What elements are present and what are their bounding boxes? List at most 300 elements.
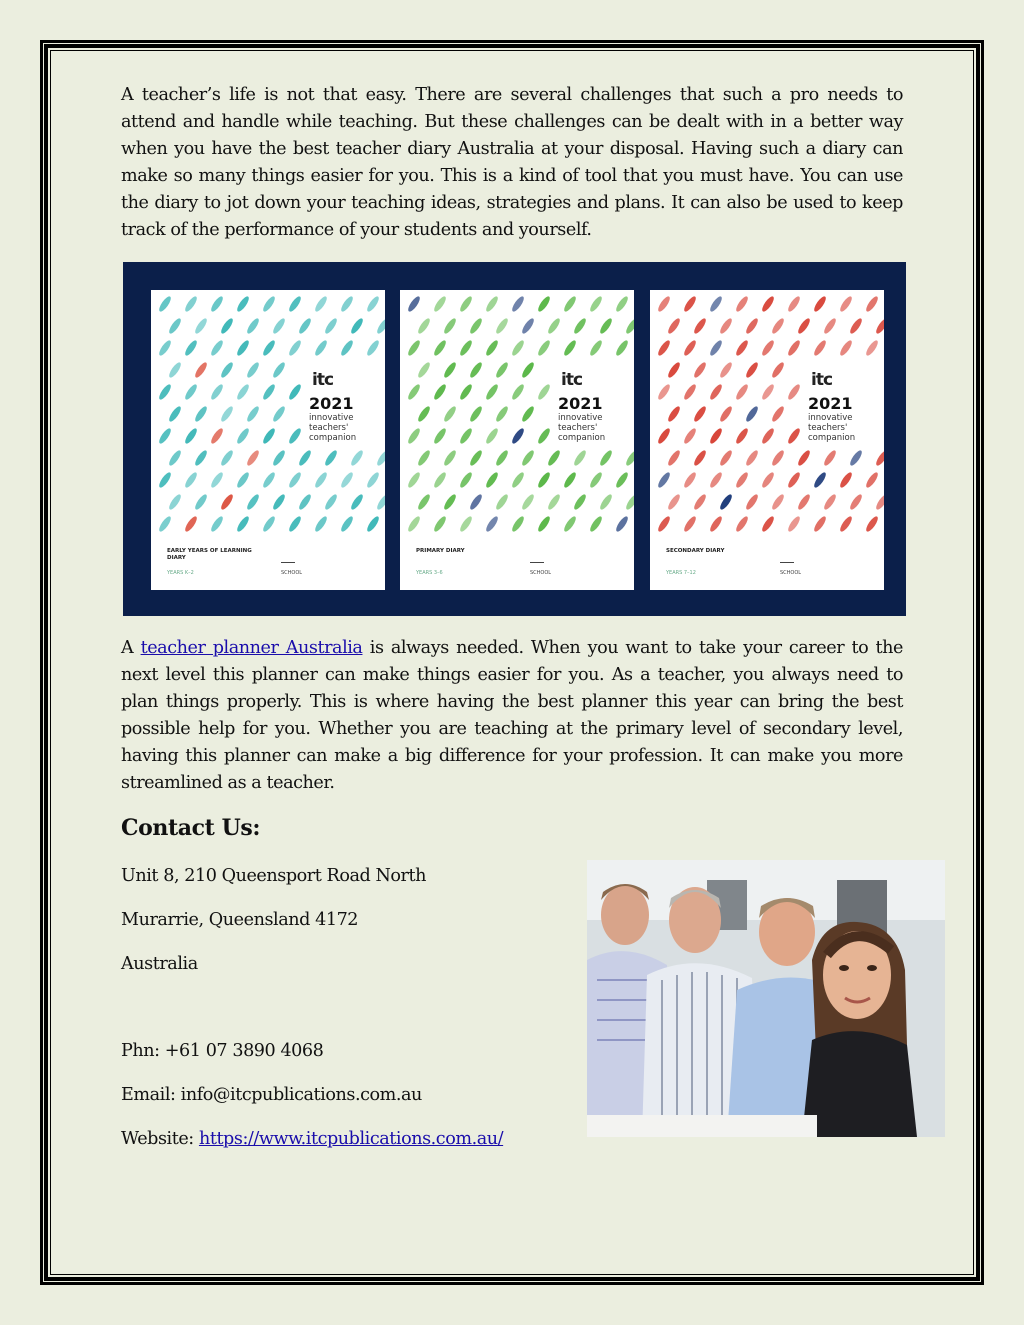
leaf-mark xyxy=(167,317,183,335)
leaf-mark xyxy=(718,405,734,423)
leaf-mark xyxy=(209,339,225,357)
leaf-mark xyxy=(744,449,760,467)
leaf-mark xyxy=(796,449,812,467)
leaf-mark xyxy=(183,339,199,357)
diary-cover-primary xyxy=(400,290,634,590)
leaf-mark xyxy=(536,339,552,357)
leaf-mark xyxy=(183,295,199,313)
leaf-mark xyxy=(666,405,682,423)
leaf-mark xyxy=(786,515,802,533)
leaf-mark xyxy=(494,449,510,467)
leaf-mark xyxy=(822,449,838,467)
leaf-mark xyxy=(365,471,381,489)
cover-year: 2021 xyxy=(309,394,354,413)
leaf-mark xyxy=(458,383,474,401)
itc-logo: itc xyxy=(558,368,585,392)
leaf-mark xyxy=(624,317,634,335)
leaf-mark xyxy=(323,493,339,511)
leaf-mark xyxy=(692,405,708,423)
leaf-mark xyxy=(313,515,329,533)
leaf-mark xyxy=(656,515,672,533)
leaf-mark xyxy=(770,493,786,511)
leaf-mark xyxy=(708,471,724,489)
cover-footer-years: YEARS 3–6 xyxy=(416,570,443,576)
leaf-mark xyxy=(812,339,828,357)
leaf-mark xyxy=(708,295,724,313)
leaf-mark xyxy=(287,339,303,357)
leaf-mark xyxy=(484,383,500,401)
leaf-mark xyxy=(468,361,484,379)
cover-footer-title: PRIMARY DIARY xyxy=(416,548,465,554)
leaf-mark xyxy=(209,295,225,313)
leaf-mark xyxy=(734,339,750,357)
leaf-mark xyxy=(510,383,526,401)
leaf-mark xyxy=(167,493,183,511)
leaf-mark xyxy=(734,515,750,533)
leaf-mark xyxy=(245,493,261,511)
leaf-mark xyxy=(588,295,604,313)
leaf-mark xyxy=(349,449,365,467)
contact-heading: Contact Us: xyxy=(121,815,261,841)
leaf-mark xyxy=(219,361,235,379)
leaf-mark xyxy=(494,405,510,423)
leaf-mark xyxy=(245,405,261,423)
leaf-mark xyxy=(708,427,724,445)
leaf-mark xyxy=(271,493,287,511)
leaf-mark xyxy=(442,449,458,467)
leaf-mark xyxy=(442,361,458,379)
leaf-mark xyxy=(209,383,225,401)
leaf-mark xyxy=(536,515,552,533)
website-label: Website: xyxy=(121,1129,199,1149)
leaf-mark xyxy=(167,405,183,423)
leaf-mark xyxy=(666,361,682,379)
address-line-2: Murarrie, Queensland 4172 xyxy=(121,910,359,930)
leaf-mark xyxy=(744,405,760,423)
leaf-mark xyxy=(219,449,235,467)
website-line xyxy=(121,1127,503,1151)
leaf-mark xyxy=(838,295,854,313)
leaf-mark xyxy=(734,471,750,489)
leaf-mark xyxy=(796,493,812,511)
leaf-mark xyxy=(458,427,474,445)
leaf-mark xyxy=(261,339,277,357)
leaf-mark xyxy=(786,471,802,489)
leaf-mark xyxy=(562,471,578,489)
leaf-mark xyxy=(796,317,812,335)
leaf-mark xyxy=(261,295,277,313)
leaf-mark xyxy=(744,493,760,511)
leaf-mark xyxy=(864,295,880,313)
leaf-mark xyxy=(235,515,251,533)
cover-footer-school: SCHOOL xyxy=(530,570,552,576)
leaf-mark xyxy=(572,317,588,335)
leaf-mark xyxy=(786,339,802,357)
leaf-mark xyxy=(786,427,802,445)
leaf-mark xyxy=(786,383,802,401)
planner-paragraph xyxy=(121,635,903,797)
leaf-mark xyxy=(656,427,672,445)
leaf-mark xyxy=(692,361,708,379)
leaf-mark xyxy=(682,295,698,313)
leaf-mark xyxy=(458,515,474,533)
cover-footer xyxy=(151,540,385,590)
leaf-mark xyxy=(874,317,884,335)
leaf-mark xyxy=(484,515,500,533)
leaf-mark xyxy=(494,361,510,379)
leaf-mark xyxy=(157,295,173,313)
leaf-mark xyxy=(614,339,630,357)
planner-prefix: A xyxy=(121,638,141,658)
address-line-3: Australia xyxy=(121,954,198,974)
leaf-mark xyxy=(235,427,251,445)
leaf-mark xyxy=(271,361,287,379)
leaf-mark xyxy=(822,493,838,511)
leaf-mark xyxy=(848,493,864,511)
leaf-mark xyxy=(245,449,261,467)
leaf-mark xyxy=(209,515,225,533)
leaf-mark xyxy=(432,383,448,401)
leaf-mark xyxy=(770,405,786,423)
leaf-mark xyxy=(520,317,536,335)
leaf-mark xyxy=(588,339,604,357)
leaf-mark xyxy=(375,317,385,335)
leaf-mark xyxy=(864,515,880,533)
leaf-mark xyxy=(760,339,776,357)
leaf-mark xyxy=(406,515,422,533)
leaf-mark xyxy=(812,471,828,489)
leaf-mark xyxy=(838,515,854,533)
teacher-planner-link[interactable]: teacher planner Australia xyxy=(140,638,363,658)
itc-logo: itc xyxy=(808,368,835,392)
leaf-mark xyxy=(406,427,422,445)
leaf-mark xyxy=(744,317,760,335)
leaf-mark xyxy=(510,471,526,489)
leaf-mark xyxy=(666,317,682,335)
cover-footer xyxy=(650,540,884,590)
leaf-mark xyxy=(546,493,562,511)
leaf-mark xyxy=(245,317,261,335)
leaf-mark xyxy=(510,427,526,445)
leaf-mark xyxy=(598,449,614,467)
leaf-mark xyxy=(656,471,672,489)
leaf-mark xyxy=(536,383,552,401)
leaf-mark xyxy=(588,471,604,489)
leaf-mark xyxy=(656,339,672,357)
leaf-mark xyxy=(760,383,776,401)
cover-footer-title: SECONDARY DIARY xyxy=(666,548,725,554)
leaf-mark xyxy=(193,493,209,511)
leaf-mark xyxy=(365,515,381,533)
leaf-mark xyxy=(734,295,750,313)
leaf-mark xyxy=(442,405,458,423)
leaf-mark xyxy=(287,295,303,313)
leaf-mark xyxy=(349,493,365,511)
leaf-mark xyxy=(734,383,750,401)
leaf-mark xyxy=(520,361,536,379)
leaf-mark xyxy=(442,493,458,511)
website-link[interactable]: https://www.itcpublications.com.au/ xyxy=(198,1129,504,1149)
leaf-mark xyxy=(536,471,552,489)
leaf-mark xyxy=(287,515,303,533)
leaf-mark xyxy=(770,449,786,467)
leaf-mark xyxy=(494,317,510,335)
leaf-mark xyxy=(624,449,634,467)
diary-covers-image xyxy=(123,262,906,616)
leaf-mark xyxy=(349,317,365,335)
cover-footer-line xyxy=(780,562,794,563)
leaf-mark xyxy=(848,449,864,467)
cover-label xyxy=(806,392,884,445)
leaf-mark xyxy=(183,383,199,401)
leaf-mark xyxy=(261,383,277,401)
leaf-mark xyxy=(432,295,448,313)
cover-footer-school: SCHOOL xyxy=(780,570,802,576)
cover-label xyxy=(307,392,385,445)
cover-footer xyxy=(400,540,634,590)
leaf-mark xyxy=(692,449,708,467)
leaf-mark xyxy=(760,427,776,445)
leaf-mark xyxy=(510,295,526,313)
cover-tagline: innovative teachers' companion xyxy=(558,413,606,443)
leaf-mark xyxy=(245,361,261,379)
leaf-mark xyxy=(323,449,339,467)
leaf-mark xyxy=(313,471,329,489)
leaf-mark xyxy=(770,317,786,335)
leaf-mark xyxy=(416,449,432,467)
leaf-mark xyxy=(313,339,329,357)
leaf-mark xyxy=(365,295,381,313)
leaf-mark xyxy=(562,515,578,533)
leaf-mark xyxy=(656,383,672,401)
cover-footer-line xyxy=(281,562,295,563)
leaf-mark xyxy=(157,515,173,533)
leaf-mark xyxy=(468,317,484,335)
leaf-mark xyxy=(718,361,734,379)
cover-footer-title: EARLY YEARS OF LEARNING DIARY xyxy=(167,548,252,561)
leaf-mark xyxy=(598,493,614,511)
teachers-photo xyxy=(587,860,945,1137)
leaf-mark xyxy=(624,493,634,511)
leaf-mark xyxy=(718,449,734,467)
leaf-mark xyxy=(406,383,422,401)
leaf-mark xyxy=(235,383,251,401)
leaf-mark xyxy=(167,449,183,467)
itc-logo: itc xyxy=(309,368,336,392)
leaf-mark xyxy=(339,471,355,489)
cover-footer-school: SCHOOL xyxy=(281,570,303,576)
leaf-mark xyxy=(692,317,708,335)
leaf-mark xyxy=(546,449,562,467)
leaf-mark xyxy=(536,427,552,445)
leaf-mark xyxy=(520,493,536,511)
leaf-mark xyxy=(235,339,251,357)
leaf-mark xyxy=(666,493,682,511)
leaf-mark xyxy=(432,427,448,445)
address-line-1: Unit 8, 210 Queensport Road North xyxy=(121,866,426,886)
leaf-mark xyxy=(468,449,484,467)
leaf-mark xyxy=(734,427,750,445)
leaf-mark xyxy=(614,295,630,313)
leaf-mark xyxy=(209,427,225,445)
cover-footer-years: YEARS 7–12 xyxy=(666,570,696,576)
cover-label xyxy=(556,392,634,445)
intro-paragraph: A teacher’s life is not that easy. There are several challenges that such a pro needs to attend and handle while teaching. But these challenges can be dealt with in a better way when you have the best teacher diary Australia at your disposal. Having such a diary can make so many things easier for you. This is a kind of tool that you must have. You can use the diary to jot down your teaching ideas, strategies and plans. It can also be used to keep track of the performance of your students and yourself. xyxy=(121,85,903,240)
email-address: Email: info@itcpublications.com.au xyxy=(121,1085,422,1105)
leaf-mark xyxy=(874,493,884,511)
cover-year: 2021 xyxy=(808,394,853,413)
leaf-mark xyxy=(588,515,604,533)
cover-year: 2021 xyxy=(558,394,603,413)
diary-cover-secondary xyxy=(650,290,884,590)
leaf-mark xyxy=(313,295,329,313)
leaf-mark xyxy=(297,317,313,335)
leaf-mark xyxy=(271,405,287,423)
leaf-mark xyxy=(432,471,448,489)
leaf-mark xyxy=(760,471,776,489)
leaf-mark xyxy=(520,405,536,423)
leaf-mark xyxy=(167,361,183,379)
cover-footer-line xyxy=(530,562,544,563)
leaf-mark xyxy=(760,515,776,533)
cover-tagline: innovative teachers' companion xyxy=(808,413,856,443)
leaf-mark xyxy=(682,471,698,489)
leaf-mark xyxy=(838,339,854,357)
leaf-mark xyxy=(339,515,355,533)
leaf-mark xyxy=(536,295,552,313)
leaf-mark xyxy=(458,339,474,357)
leaf-mark xyxy=(219,405,235,423)
leaf-mark xyxy=(718,493,734,511)
leaf-mark xyxy=(339,295,355,313)
leaf-mark xyxy=(864,471,880,489)
leaf-mark xyxy=(760,295,776,313)
leaf-mark xyxy=(864,339,880,357)
leaf-mark xyxy=(562,339,578,357)
leaf-mark xyxy=(271,317,287,335)
leaf-mark xyxy=(822,317,838,335)
leaf-mark xyxy=(406,471,422,489)
leaf-mark xyxy=(682,339,698,357)
leaf-mark xyxy=(271,449,287,467)
leaf-mark xyxy=(744,361,760,379)
leaf-mark xyxy=(874,449,884,467)
leaf-mark xyxy=(287,471,303,489)
leaf-mark xyxy=(416,493,432,511)
leaf-mark xyxy=(656,295,672,313)
leaf-mark xyxy=(510,339,526,357)
leaf-mark xyxy=(157,339,173,357)
leaf-mark xyxy=(442,317,458,335)
leaf-mark xyxy=(572,449,588,467)
leaf-mark xyxy=(848,317,864,335)
leaf-mark xyxy=(416,361,432,379)
leaf-mark xyxy=(468,405,484,423)
leaf-mark xyxy=(406,339,422,357)
leaf-mark xyxy=(708,339,724,357)
teachers-illustration xyxy=(587,860,945,1137)
leaf-mark xyxy=(682,427,698,445)
leaf-mark xyxy=(183,471,199,489)
leaf-mark xyxy=(682,515,698,533)
cover-footer-years: YEARS K–2 xyxy=(167,570,194,576)
leaf-mark xyxy=(375,493,385,511)
leaf-mark xyxy=(287,427,303,445)
leaf-mark xyxy=(287,383,303,401)
leaf-mark xyxy=(838,471,854,489)
leaf-mark xyxy=(458,295,474,313)
leaf-mark xyxy=(183,427,199,445)
leaf-mark xyxy=(365,339,381,357)
leaf-mark xyxy=(708,515,724,533)
planner-suffix: is always needed. When you want to take your career to the next level this planner can make things easier for you. As a teacher, you always need to plan things properly. This is where having the best planner this year can bring the best possible help for you. Whether you are teaching at the primary level of secondary level, having this planner can make a big difference for your profession. It can make you more streamlined as a teacher. xyxy=(121,638,903,793)
leaf-mark xyxy=(157,427,173,445)
leaf-mark xyxy=(682,383,698,401)
leaf-mark xyxy=(484,295,500,313)
leaf-mark xyxy=(406,295,422,313)
leaf-mark xyxy=(598,317,614,335)
leaf-mark xyxy=(484,339,500,357)
leaf-mark xyxy=(708,383,724,401)
leaf-mark xyxy=(614,471,630,489)
leaf-mark xyxy=(323,317,339,335)
leaf-mark xyxy=(193,361,209,379)
leaf-mark xyxy=(520,449,536,467)
leaf-mark xyxy=(193,449,209,467)
leaf-mark xyxy=(209,471,225,489)
leaf-mark xyxy=(219,317,235,335)
phone-number: Phn: +61 07 3890 4068 xyxy=(121,1041,324,1061)
diary-cover-early-years xyxy=(151,290,385,590)
leaf-mark xyxy=(183,515,199,533)
leaf-mark xyxy=(494,493,510,511)
leaf-mark xyxy=(666,449,682,467)
leaf-mark xyxy=(375,449,385,467)
leaf-mark xyxy=(297,449,313,467)
leaf-mark xyxy=(157,383,173,401)
leaf-mark xyxy=(297,493,313,511)
leaf-mark xyxy=(261,427,277,445)
leaf-mark xyxy=(219,493,235,511)
leaf-mark xyxy=(572,493,588,511)
leaf-mark xyxy=(770,361,786,379)
leaf-mark xyxy=(484,427,500,445)
leaf-mark xyxy=(458,471,474,489)
leaf-mark xyxy=(510,515,526,533)
leaf-mark xyxy=(562,295,578,313)
leaf-mark xyxy=(812,515,828,533)
leaf-mark xyxy=(416,317,432,335)
leaf-mark xyxy=(157,471,173,489)
leaf-mark xyxy=(235,471,251,489)
leaf-mark xyxy=(235,295,251,313)
leaf-mark xyxy=(193,405,209,423)
leaf-mark xyxy=(416,405,432,423)
leaf-mark xyxy=(261,515,277,533)
leaf-mark xyxy=(468,493,484,511)
leaf-mark xyxy=(193,317,209,335)
leaf-mark xyxy=(812,295,828,313)
leaf-mark xyxy=(692,493,708,511)
leaf-mark xyxy=(339,339,355,357)
leaf-mark xyxy=(432,339,448,357)
leaf-mark xyxy=(786,295,802,313)
leaf-mark xyxy=(484,471,500,489)
leaf-mark xyxy=(614,515,630,533)
leaf-mark xyxy=(718,317,734,335)
leaf-mark xyxy=(546,317,562,335)
leaf-mark xyxy=(261,471,277,489)
